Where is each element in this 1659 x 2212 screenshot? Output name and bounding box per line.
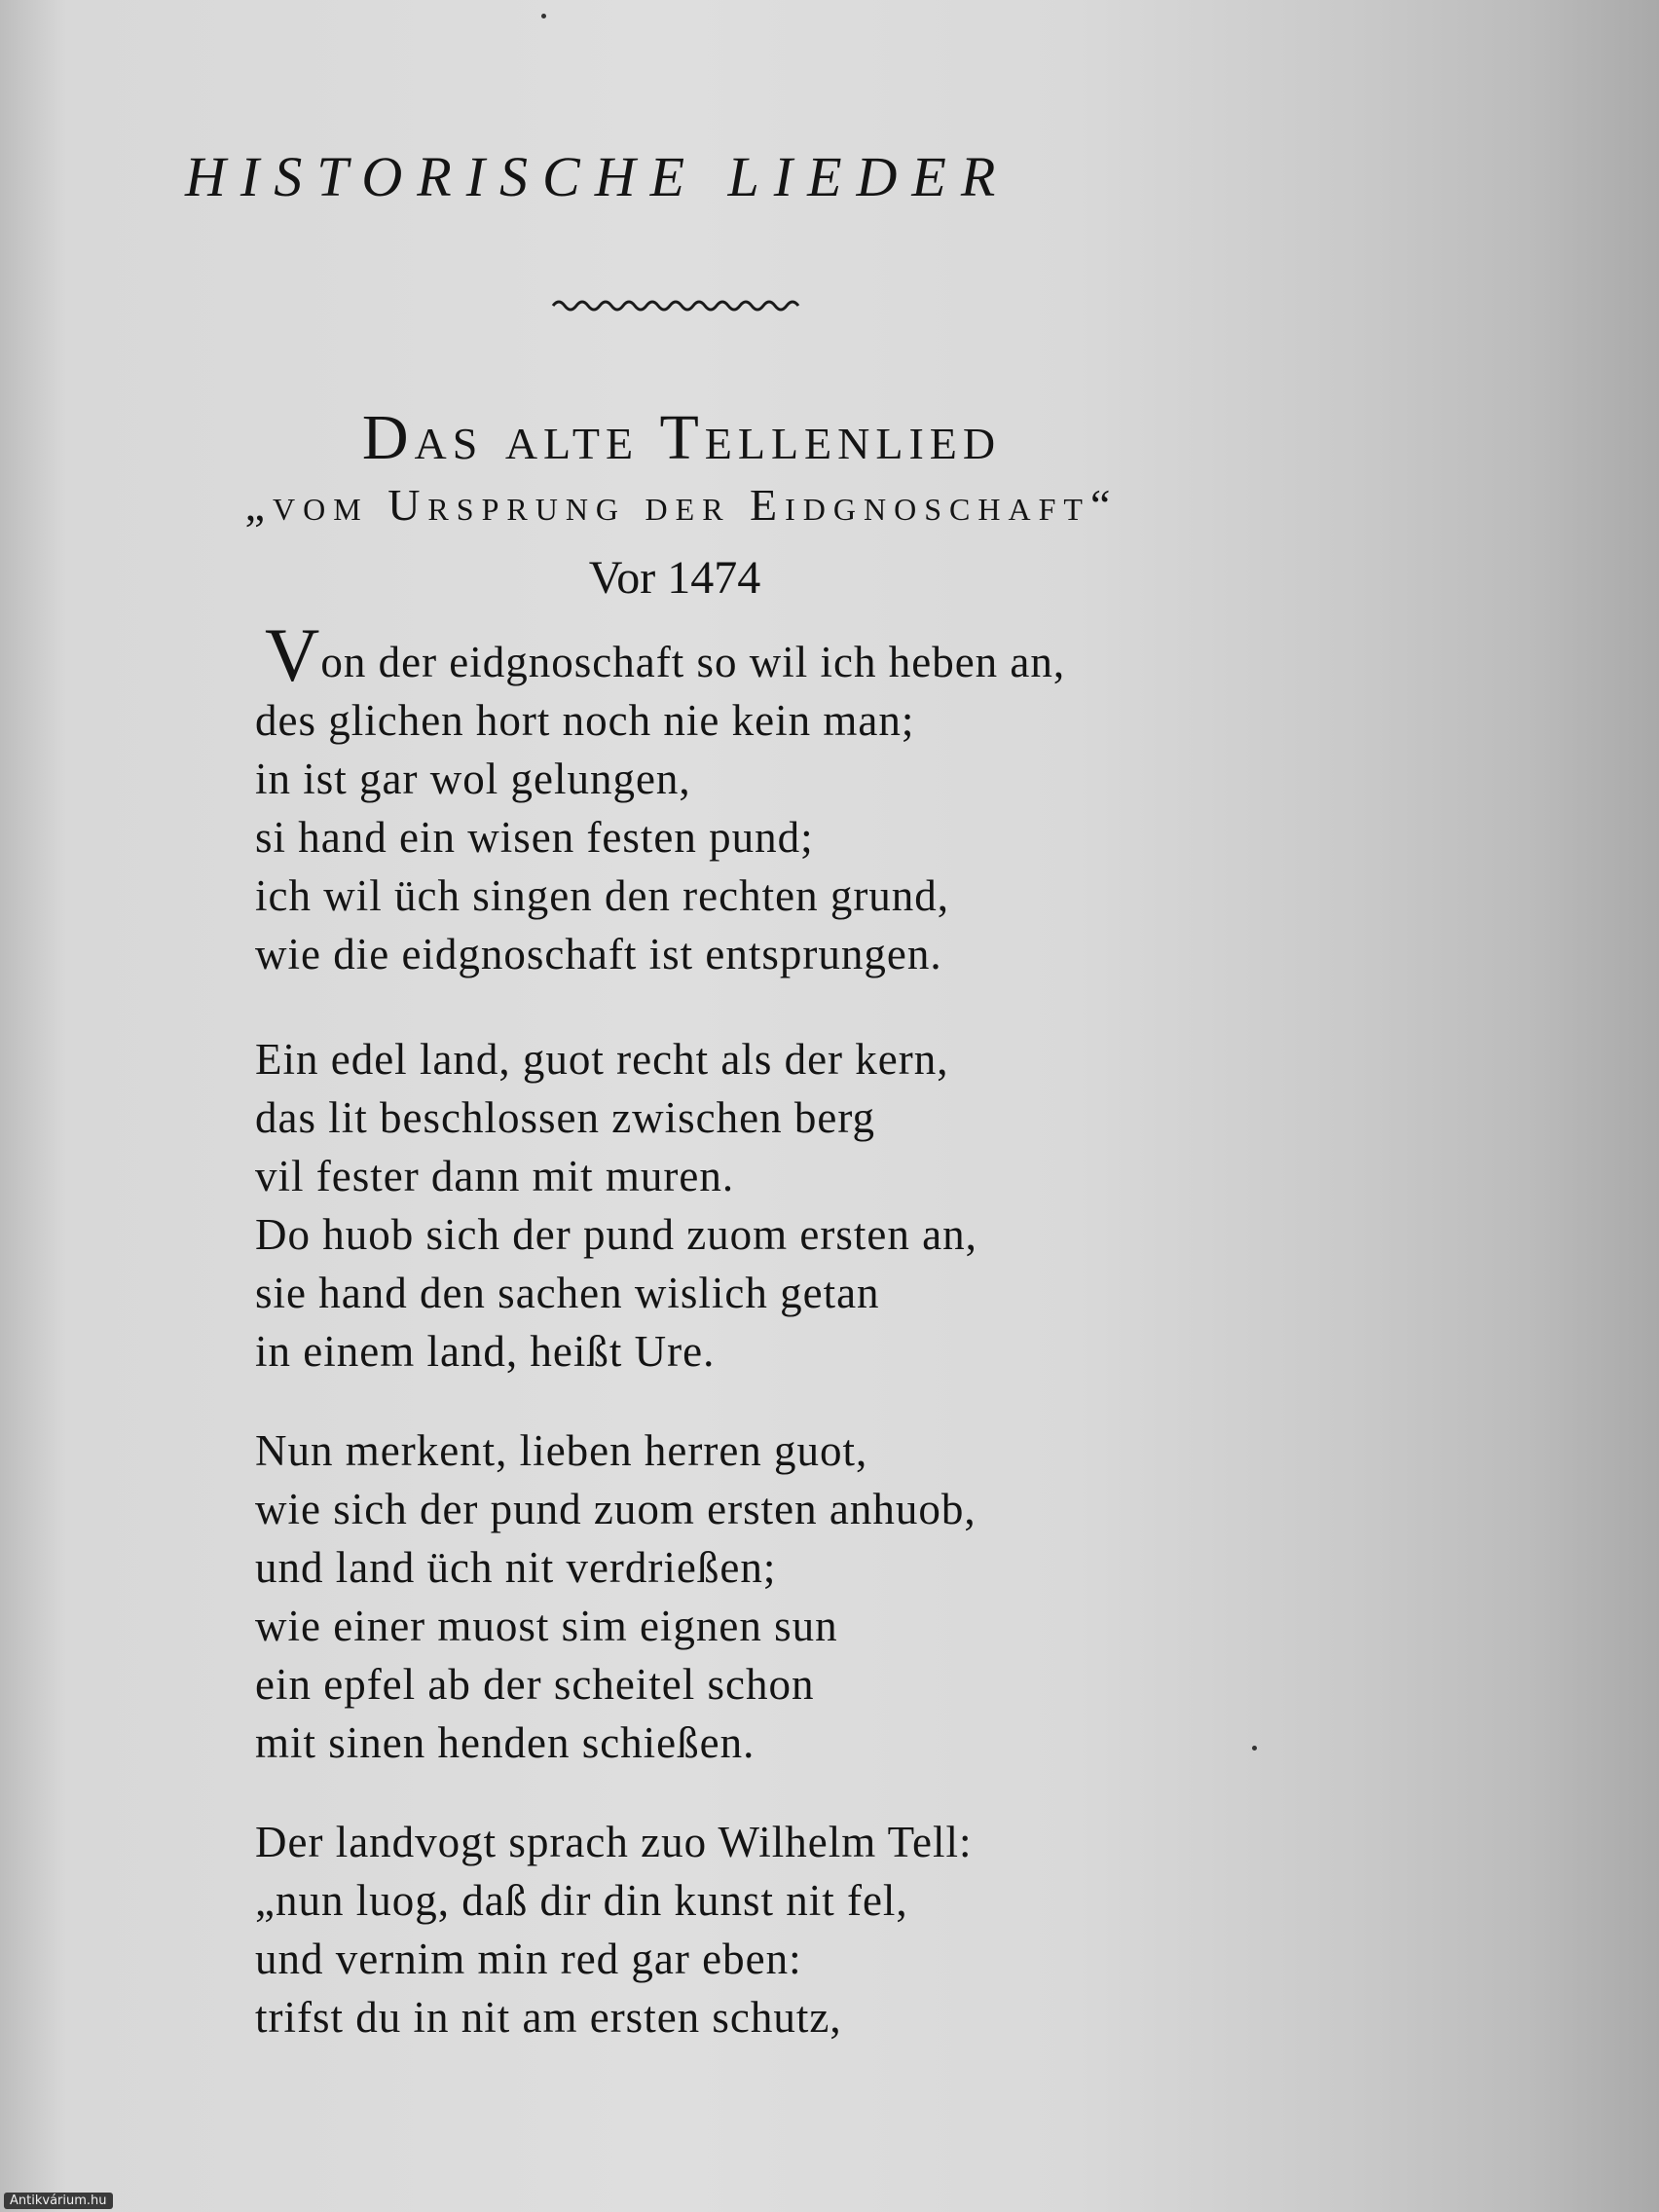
verse-line: des glichen hort noch nie kein man; [255,696,915,745]
verse-line: sie hand den sachen wislich getan [255,1269,880,1317]
verse-line: Ein edel land, guot recht als der kern, [255,1035,949,1084]
verse-line: und vernim min red gar eben: [255,1935,802,1983]
stanza [255,612,1066,983]
paper-speck [1252,1746,1257,1751]
verse-line: vil fester dann mit muren. [255,1152,735,1200]
verse-line: Nun merkent, lieben herren guot, [255,1426,868,1475]
verse-line: und land üch nit verdrießen; [255,1543,777,1592]
verse-line: wie einer muost sim eignen sun [255,1602,838,1650]
paper-speck [541,14,546,18]
stanza [255,1421,977,1772]
stanza [255,1030,977,1381]
drop-cap-initial: V [265,612,321,697]
poem-title: Das alte Tellenlied [361,402,1002,473]
stanza [255,1813,972,2046]
poem-subtitle: „vom Ursprung der Eidgnoschaft“ [244,480,1119,530]
watermark: Antikvárium.hu [4,2193,113,2209]
verse-line: ich wil üch singen den rechten grund, [255,871,950,920]
verse-line: si hand ein wisen festen pund; [255,813,814,862]
verse-line: das lit beschlossen zwischen berg [255,1093,876,1142]
verse-line: wie die eidgnoschaft ist entsprungen. [255,930,942,978]
verse-line: ein epfel ab der scheitel schon [255,1660,815,1709]
first-line-text: on der eidgnoschaft so wil ich heben an, [320,638,1066,686]
verse-line [255,612,1066,697]
verse-line: „nun luog, daß dir din kunst nit fel, [255,1876,908,1925]
verse-line: wie sich der pund zuom ersten anhuob, [255,1485,977,1533]
verse-line: Do huob sich der pund zuom ersten an, [255,1210,977,1259]
verse-line: in ist gar wol gelungen, [255,755,691,803]
verse-line: Der landvogt sprach zuo Wilhelm Tell: [255,1818,973,1866]
verse-line: mit sinen henden schießen. [255,1718,756,1767]
wave-ornament [551,294,806,315]
verse-line: trifst du in nit am ersten schutz, [255,1993,842,2042]
section-title: HISTORISCHE LIEDER [185,145,1011,208]
verse-line: in einem land, heißt Ure. [255,1327,716,1376]
poem-date: Vor 1474 [588,552,761,604]
